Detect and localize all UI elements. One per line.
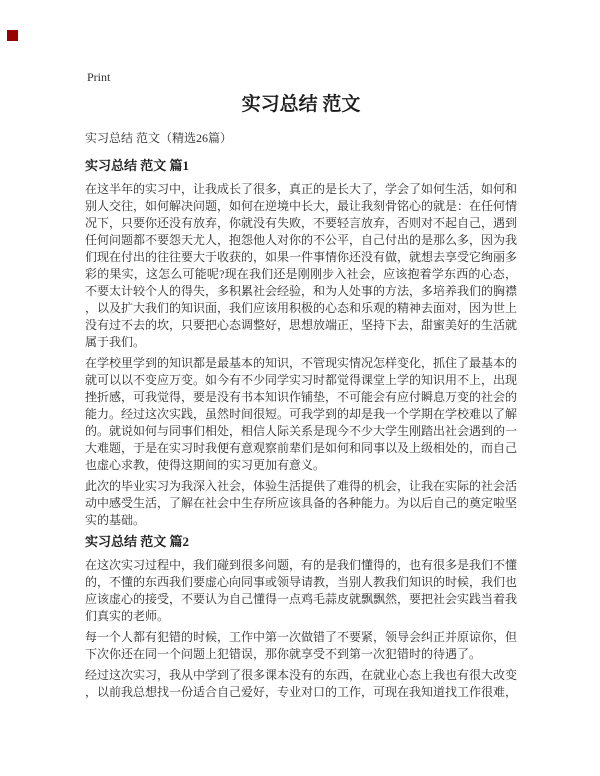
section-2-paragraph-2: 每一个人都有犯错的时候，工作中第一次做错了不要紧，领导会纠正并原谅你，但下次你还在同一个问题上犯错误，那你就享受不到第一次犯错时的待遇了。 — [85, 630, 518, 661]
section-1-paragraph-3: 此次的毕业实习为我深入社会，体验生活提供了难得的机会，让我在实际的社会活动中感受生活，了解在社会中生存所应该具备的各种能力。为以后自己的奠定啦坚实的基础。 — [85, 479, 518, 527]
section-1-heading: 实习总结 范文 篇1 — [85, 158, 190, 173]
section-2-paragraph-1: 在这次实习过程中，我们碰到很多问题，有的是我们懂得的，也有很多是我们不懂的，不懂的东西我们要虚心向同事或领导请教，当别人教我们知识的时候，我们也应该虚心的接受，不要认为自己懂得一点鸡毛蒜皮就飘飘然，要把社会实践当着我们真实的老师。 — [85, 558, 518, 623]
section-1-paragraph-2: 在学校里学到的知识都是最基本的知识，不管现实情况怎样变化，抓住了最基本的就可以以不变应万变。如今有不少同学实习时都觉得课堂上学的知识用不上，出现挫折感，可我觉得，要是没有书本知识作铺垫，不可能会有应付瞬息万变的社会的能力。经过这次实践，虽然时间很短。可我学到的却是我一个学期在学校难以了解的。就说如何与同事们相处，相信人际关系是现今不少大学生刚踏出社会遇到的一大难题，于是在实习时我便有意观察前辈们是如何和同事以及上级相处的，而自己也虚心求教，使得这期间的实习更加有意义。 — [85, 356, 518, 472]
document-content — [85, 93, 517, 705]
section-1-paragraph-1: 在这半年的实习中，让我成长了很多，真正的是长大了，学会了如何生活，如何和别人交往，如何解决问题，如何在逆境中长大，最让我刻骨铭心的就是：在任何情况下，只要你还没有放弃，你就没有失败，不要轻言放弃，否则对不起自己，遇到任何问题都不要怨天尤人，抱怨他人对你的不公平，自己付出的是那么多，因为我们现在付出的往往要大于收获的，如果一件事情你还没有做，就想去享受它绚丽多彩的果实，这怎么可能呢?现在我们还是刚刚步入社会，应该抱着学东西的心态，不要太计较个人的得失，多积累社会经验，和为人处事的方法，多培养我们的胸襟，以及扩大我们的知识面，我们应该用积极的心态和乐观的精神去面对，因为世上没有过不去的坎，只要把心态调整好，思想放端正，坚持下去，甜蜜美好的生活就属于我们。 — [85, 182, 518, 349]
page-title: 实习总结 范文 — [241, 94, 361, 115]
subtitle: 实习总结 范文（精选26篇） — [85, 131, 233, 145]
section-2-heading: 实习总结 范文 篇2 — [85, 534, 190, 549]
red-marker-square — [7, 30, 18, 41]
section-2-paragraph-3: 经过这次实习，我从中学到了很多课本没有的东西，在就业心态上我也有很大改变，以前我总想找一份适合自己爱好，专业对口的工作，可现在我知道找工作很难， — [85, 668, 518, 699]
print-link[interactable]: Print — [87, 70, 111, 84]
